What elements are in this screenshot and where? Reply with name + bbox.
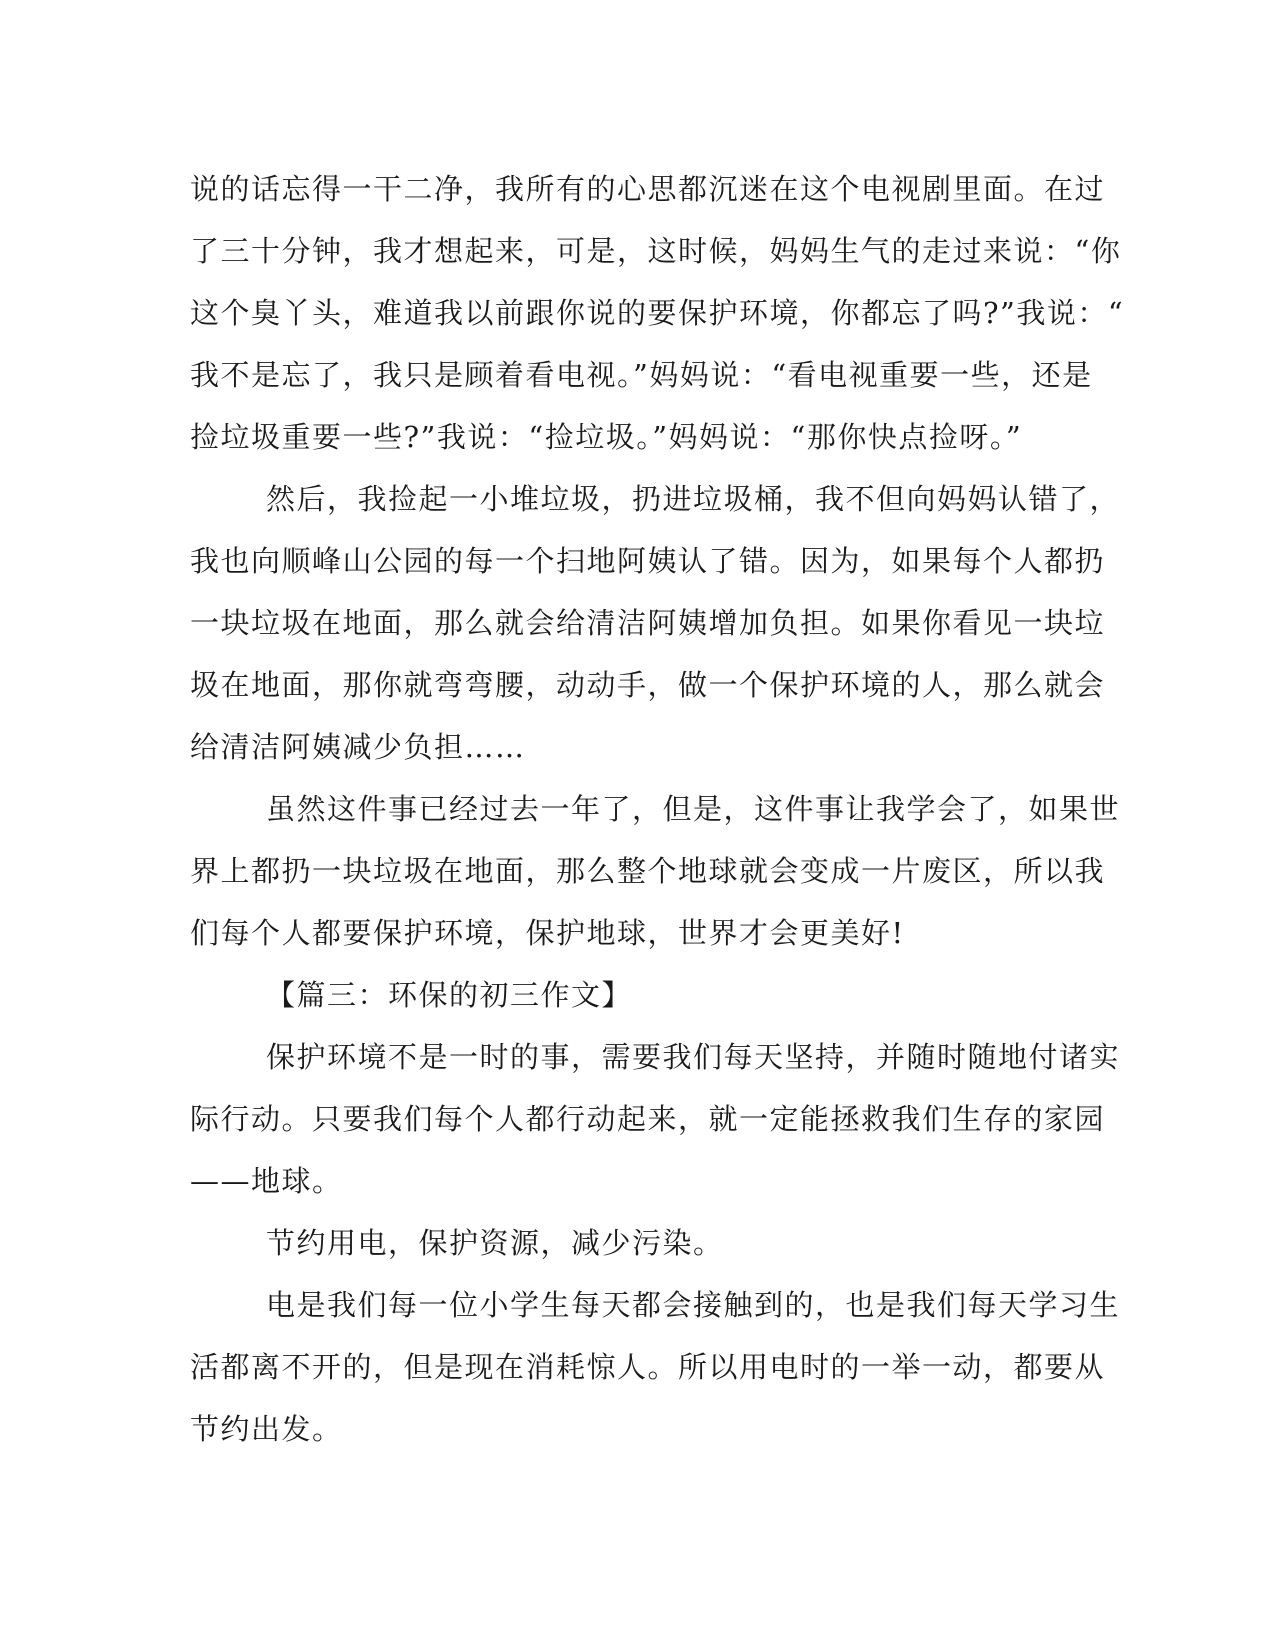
section-heading: 【篇三：环保的初三作文】 [266,978,633,1012]
text-line: 我也向顺峰山公园的每一个扫地阿姨认了错。因为，如果每个人都扔 [190,544,1106,578]
body-text [190,158,1125,1460]
text-line: 节约出发。 [190,1412,343,1446]
text-line: 活都离不开的，但是现在消耗惊人。所以用电时的一举一动，都要从 [190,1350,1106,1384]
text-line: ——地球。 [190,1164,343,1198]
text-line: 际行动。只要我们每个人都行动起来，就一定能拯救我们生存的家园 [190,1102,1106,1136]
paragraph-start-line: 电是我们每一位小学生每天都会接触到的，也是我们每天学习生 [266,1288,1121,1322]
paragraph-start-line: 虽然这件事已经过去一年了，但是，这件事让我学会了，如果世 [266,792,1121,826]
text-line: 这个臭丫头，难道我以前跟你说的要保护环境，你都忘了吗?”我说：“ [190,296,1125,330]
text-line: 了三十分钟，我才想起来，可是，这时候，妈妈生气的走过来说：“你 [190,234,1122,268]
paragraph-start-line: 保护环境不是一时的事，需要我们每天坚持，并随时随地付诸实 [266,1040,1121,1074]
text-line: 界上都扔一块垃圾在地面，那么整个地球就会变成一片废区，所以我 [190,854,1106,888]
text-line: 们每个人都要保护环境，保护地球，世界才会更美好! [190,916,905,950]
paragraph-start-line: 节约用电，保护资源，减少污染。 [266,1226,724,1260]
text-line: 给清洁阿姨减少负担…… [190,730,526,764]
text-line: 说的话忘得一干二净，我所有的心思都沉迷在这个电视剧里面。在过 [190,172,1106,206]
text-line: 圾在地面，那你就弯弯腰，动动手，做一个保护环境的人，那么就会 [190,668,1106,702]
text-line: 一块垃圾在地面，那么就会给清洁阿姨增加负担。如果你看见一块垃 [190,606,1106,640]
paragraph-start-line: 然后，我捡起一小堆垃圾，扔进垃圾桶，我不但向妈妈认错了， [266,482,1121,516]
text-line: 捡垃圾重要一些?”我说：“捡垃圾。”妈妈说：“那你快点捡呀。” [190,420,1023,454]
text-line: 我不是忘了，我只是顾着看电视。”妈妈说：“看电视重要一些，还是 [190,358,1093,392]
